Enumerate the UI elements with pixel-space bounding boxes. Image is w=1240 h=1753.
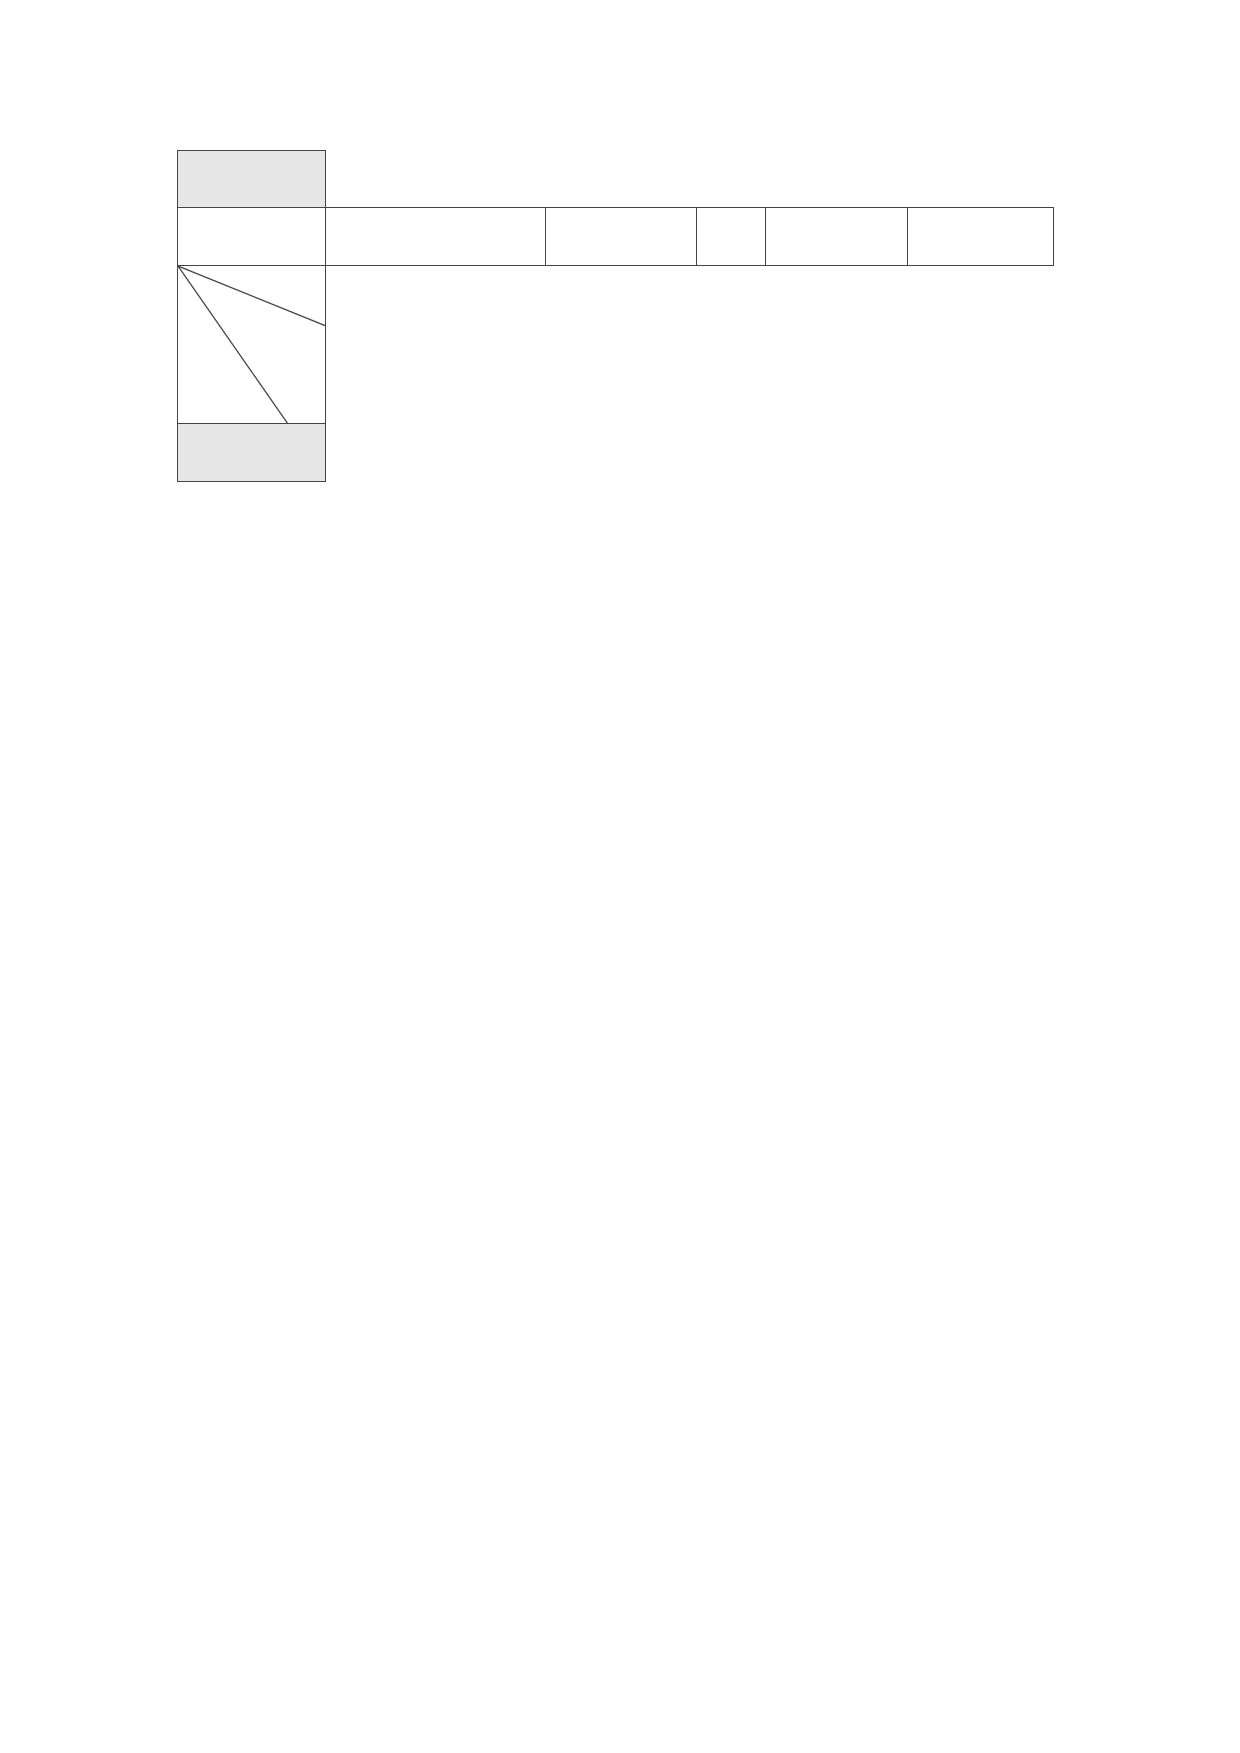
top-total-row — [178, 151, 1054, 208]
students-value — [697, 208, 766, 266]
diagonal-lines — [178, 266, 326, 424]
total-label — [178, 424, 326, 482]
diagnosis-table — [186, 963, 1058, 1023]
info-row — [178, 208, 1054, 266]
class-label — [178, 208, 326, 266]
diagonal-header — [178, 266, 326, 424]
diagnosis-body — [186, 963, 1058, 1023]
students-label — [546, 208, 697, 266]
grade-header-row — [178, 266, 1054, 326]
total-row — [178, 424, 1054, 482]
total-label — [178, 151, 326, 208]
class-value — [326, 208, 546, 266]
outcomes-value — [908, 208, 1054, 266]
outcomes-label — [766, 208, 908, 266]
diagnosis-header-row — [186, 963, 1058, 1023]
learning-outcome-table — [177, 150, 1054, 482]
